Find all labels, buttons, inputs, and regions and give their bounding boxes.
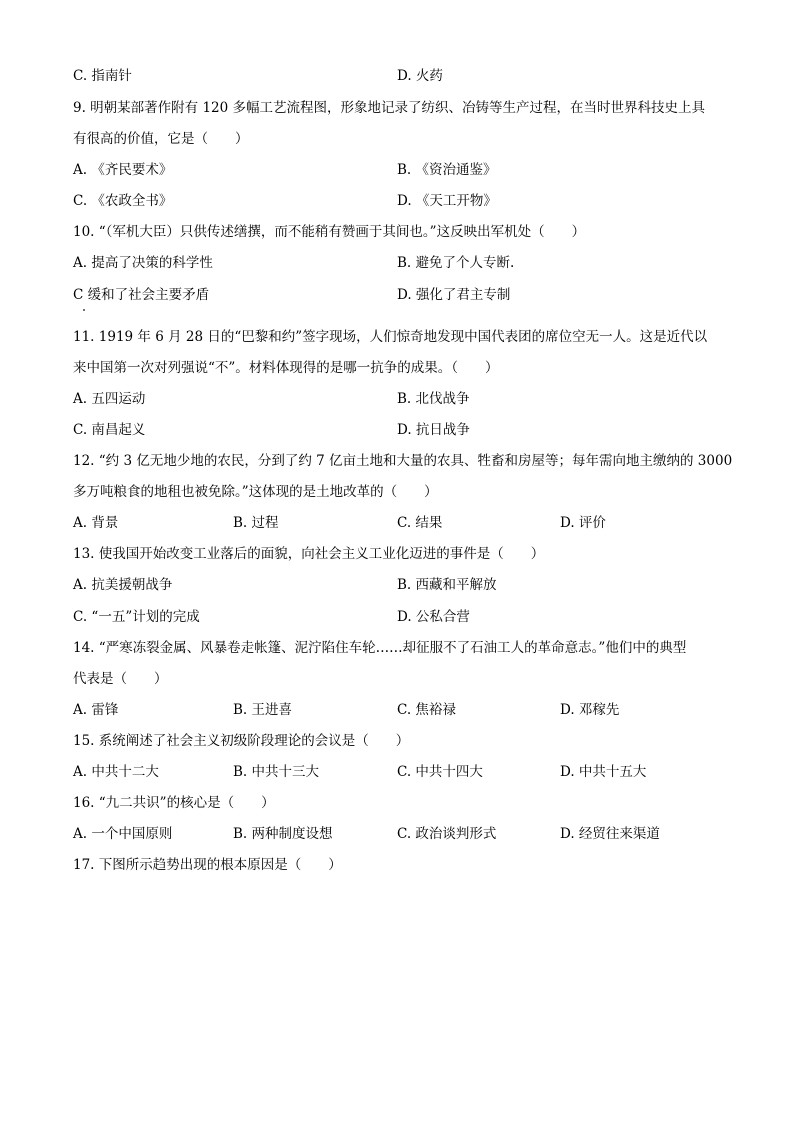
q16-option-b: B. 两种制度设想: [233, 826, 333, 842]
q11-option-a: A. 五四运动: [73, 391, 146, 407]
q10-stem-line1: 10. “（军机大臣）只供传述缮撰，而不能稍有赞画于其间也。”这反映出军机处（ ）: [73, 224, 586, 240]
q16-option-a: A. 一个中国原则: [73, 826, 173, 842]
stray-dot: [83, 309, 85, 311]
q11-stem-line1: 11. 1919 年 6 月 28 日的“巴黎和约”签字现场，人们惊奇地发现中国代表团的席位空无一人。这是近代以: [73, 329, 708, 345]
q13-option-a: A. 抗美援朝战争: [73, 577, 173, 593]
q11-stem-line2: 来中国第一次对列强说“不”。材料体现得的是哪一抗争的成果。（ ）: [73, 360, 499, 376]
q16-option-d: D. 经贸往来渠道: [560, 826, 660, 842]
q15-option-a: A. 中共十二大: [73, 764, 159, 780]
q15-option-b: B. 中共十三大: [233, 764, 320, 780]
q12-option-c: C. 结果: [397, 515, 443, 531]
q14-option-b: B. 王进喜: [233, 702, 293, 718]
q9-stem-line1: 9. 明朝某部著作附有 120 多幅工艺流程图，形象地记录了纺织、冶铸等生产过程，在当时世界科技史上具: [73, 100, 706, 116]
q12-option-d: D. 评价: [560, 515, 606, 531]
q9-option-c: C. 《农政全书》: [73, 193, 173, 209]
q9-option-d: D. 《天工开物》: [397, 193, 497, 209]
q9-option-b: B. 《资治通鉴》: [397, 162, 497, 178]
q11-option-c: C. 南昌起义: [73, 422, 146, 438]
q11-option-b: B. 北伐战争: [397, 391, 470, 407]
q12-stem-line1: 12. “约 3 亿无地少地的农民，分到了约 7 亿亩土地和大量的农具、牲畜和房屋等；每年需向地主缴纳的 3000: [73, 453, 733, 469]
q9-stem-line2: 有很高的价值，它是（ ）: [73, 131, 249, 147]
q8-option-c: C. 指南针: [73, 68, 132, 84]
q15-option-d: D. 中共十五大: [560, 764, 647, 780]
q10-option-c: C 缓和了社会主要矛盾: [73, 287, 210, 303]
q12-stem-line2: 多万吨粮食的地租也被免除。”这体现的是土地改革的（ ）: [73, 484, 438, 500]
q13-option-c: C. “一五”计划的完成: [73, 609, 200, 625]
q13-option-b: B. 西藏和平解放: [397, 577, 497, 593]
q17-stem-line1: 17. 下图所示趋势出现的根本原因是（ ）: [73, 857, 342, 873]
q16-stem-line1: 16. “九二共识”的核心是（ ）: [73, 795, 275, 811]
q14-option-a: A. 雷锋: [73, 702, 119, 718]
q10-option-d: D. 强化了君主专制: [397, 287, 511, 303]
q8-option-d: D. 火药: [397, 68, 443, 84]
q16-option-c: C. 政治谈判形式: [397, 826, 497, 842]
q10-option-a: A. 提高了决策的科学性: [73, 255, 213, 271]
q15-stem-line1: 15. 系统阐述了社会主义初级阶段理论的会议是（ ）: [73, 733, 410, 749]
q14-stem-line1: 14. “严寒冻裂金属、风暴卷走帐篷、泥泞陷住车轮……却征服不了石油工人的革命意志。”他们中的典型: [73, 640, 687, 656]
q14-option-c: C. 焦裕禄: [397, 702, 456, 718]
q13-stem-line1: 13. 使我国开始改变工业落后的面貌，向社会主义工业化迈进的事件是（ ）: [73, 546, 545, 562]
q11-option-d: D. 抗日战争: [397, 422, 470, 438]
q13-option-d: D. 公私合营: [397, 609, 470, 625]
q12-option-b: B. 过程: [233, 515, 279, 531]
q9-option-a: A. 《齐民要术》: [73, 162, 173, 178]
q14-option-d: D. 邓稼先: [560, 702, 620, 718]
q14-stem-line2: 代表是（ ）: [73, 671, 168, 687]
q15-option-c: C. 中共十四大: [397, 764, 483, 780]
q12-option-a: A. 背景: [73, 515, 119, 531]
q10-option-b: B. 避免了个人专断.: [397, 255, 515, 271]
